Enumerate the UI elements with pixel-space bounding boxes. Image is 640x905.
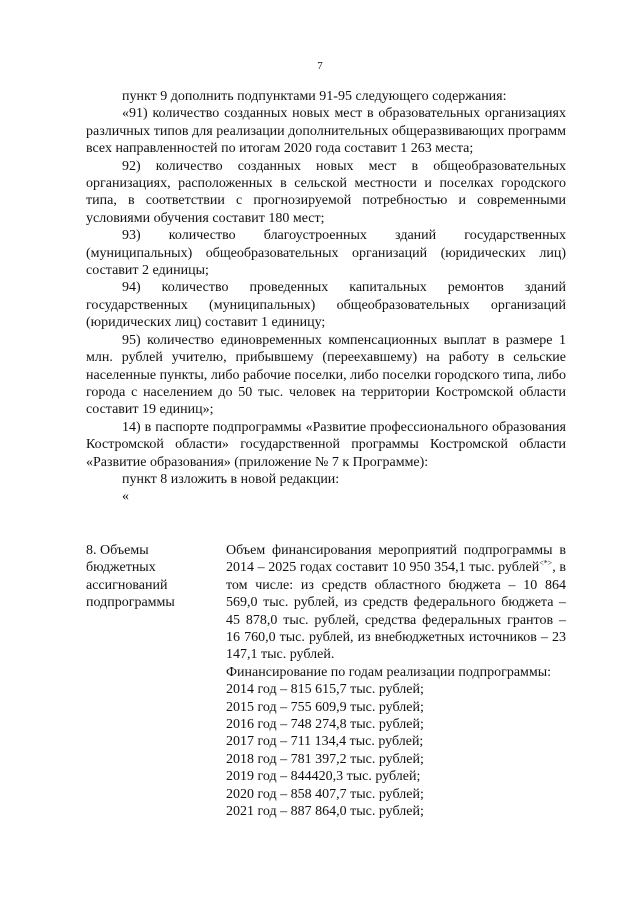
table-label-line: ассигнований	[86, 577, 168, 593]
paragraph-subpoint-91: «91) количество созданных новых мест в образовательных организациях различных типов для реализации дополнительных общеразвивающих программ всех направленностей по итогам 2020 года составит 1 263 места;	[86, 106, 566, 157]
paragraph-subpoint-95: 95) количество единовременных компенсационных выплат в размере 1 млн. рублей учителю, прибывшему (переехавшему) на работу в сельские населенные пункты, либо рабочие поселки, либо поселки городского типа, либо города с населением до 50 тыс. человек на территории Костромской области составит 19 единиц»;	[86, 332, 566, 418]
year-item: 2018 год – 781 397,2 тыс. рублей;	[226, 751, 424, 767]
financing-total-text	[226, 542, 566, 664]
table-label-line: бюджетных	[86, 560, 156, 576]
year-item: 2014 год – 815 615,7 тыс. рублей;	[226, 682, 424, 698]
table-label-cell	[86, 542, 226, 821]
year-item: 2016 год – 748 274,8 тыс. рублей;	[226, 717, 424, 733]
paragraph-subpoint-94: 94) количество проведенных капитальных ремонтов зданий государственных (муниципальных) общеобразовательных организаций (юридических лиц) составит 1 единицу;	[86, 280, 566, 331]
financing-total-rest: , в том числе: из средств областного бюджета – 10 864 569,0 тыс. рублей, из средств федерального бюджета – 45 878,0 тыс. рублей, средства федеральных грантов – 16 760,0 тыс. рублей, из внебюджетных источников – 23 147,1 тыс. рублей.	[226, 560, 566, 663]
paragraph-subpoint-92: 92) количество созданных новых мест в общеобразовательных организациях, расположенных в сельской местности и поселках городского типа, в соответствии с прогнозируемой потребностью и современными условиями обучения составит 180 мест;	[86, 158, 566, 226]
footnote-marker: <*>	[539, 558, 553, 568]
table-value-cell	[226, 542, 566, 821]
financing-total-part: Объем финансирования мероприятий подпрограммы в 2014 – 2025 годах составит 10 950 354,1 тыс. рублей	[226, 543, 566, 576]
budget-table	[86, 542, 566, 821]
table-label-line: подпрограммы	[86, 595, 175, 611]
document-body	[86, 88, 566, 506]
table-label-line: 8. Объемы	[86, 543, 149, 558]
financing-years-list	[226, 681, 566, 820]
year-item: 2015 год – 755 609,9 тыс. рублей;	[226, 699, 424, 715]
year-item: 2017 год – 711 134,4 тыс. рублей;	[226, 734, 424, 750]
opening-quote: «	[122, 489, 129, 505]
paragraph-item-14: 14) в паспорте подпрограммы «Развитие профессионального образования Костромской области» государственной программы Костромской области «Развитие образования» (приложение № 7 к Программе):	[86, 419, 566, 470]
year-item: 2019 год – 844420,3 тыс. рублей;	[226, 769, 421, 785]
page-number: 7	[317, 60, 323, 72]
financing-by-years-heading: Финансирование по годам реализации подпрограммы:	[226, 664, 552, 680]
paragraph-point-9-intro: пункт 9 дополнить подпунктами 91-95 следующего содержания:	[122, 89, 507, 104]
year-item: 2021 год – 887 864,0 тыс. рублей;	[226, 804, 424, 820]
year-item: 2020 год – 858 407,7 тыс. рублей;	[226, 786, 424, 802]
paragraph-point-8-intro: пункт 8 изложить в новой редакции:	[122, 471, 340, 487]
paragraph-subpoint-93: 93) количество благоустроенных зданий государственных (муниципальных) общеобразовательных организаций (юридических лиц) составит 2 единицы;	[86, 228, 566, 279]
